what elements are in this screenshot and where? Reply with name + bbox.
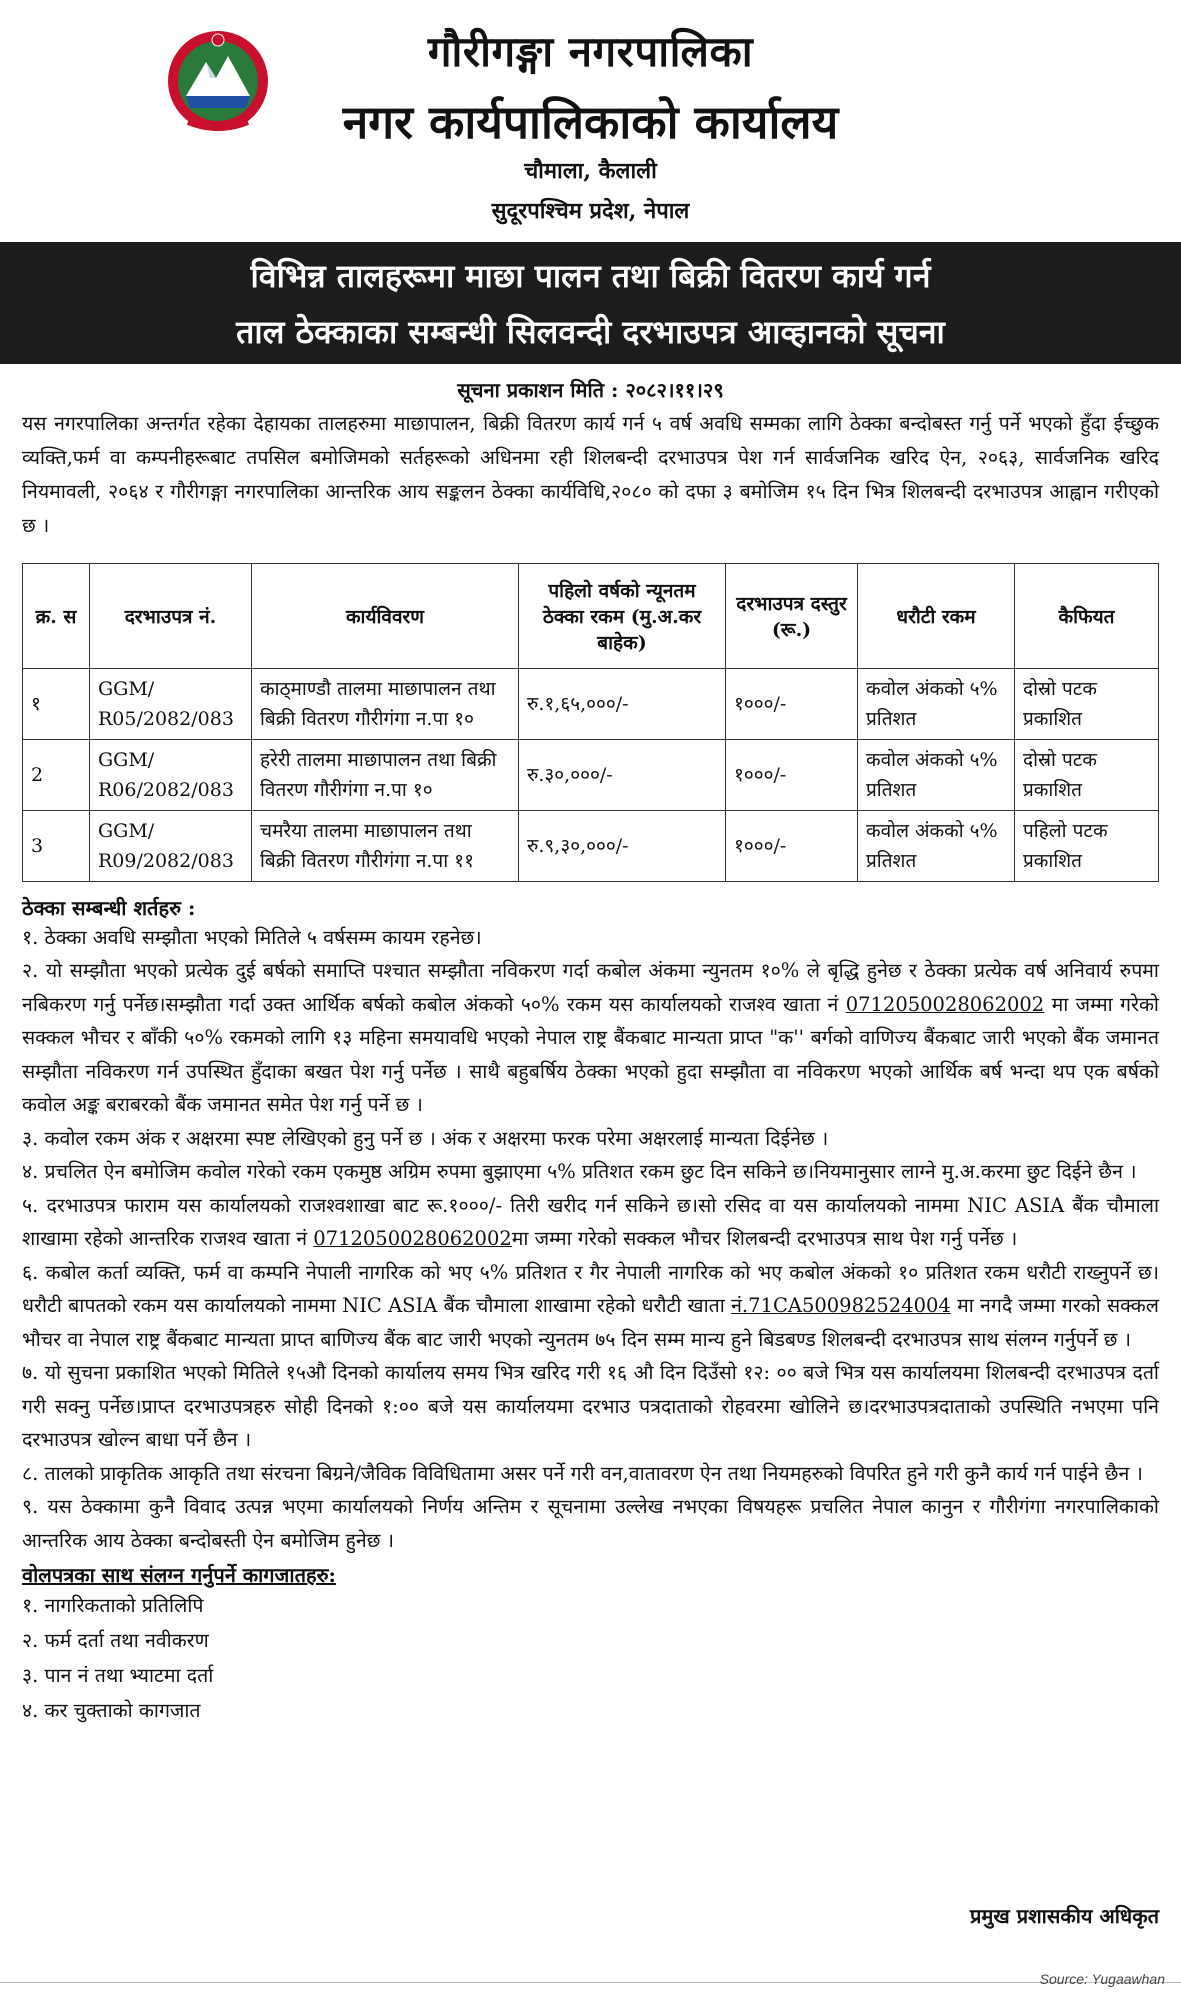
col-deposit: धरौटी रकम <box>858 563 1015 668</box>
cell-min-amount: रु.३०,०००/- <box>519 739 726 810</box>
cell-description: चमरैया तालमा माछापालन तथा बिक्री वितरण गौरीगंगा न.पा ११ <box>252 810 519 881</box>
cell-remarks: दोस्रो पटक प्रकाशित <box>1015 739 1159 810</box>
cell-sn: १ <box>23 668 90 739</box>
source-credit: Source: Yugaawhan <box>1039 1971 1165 1987</box>
col-sn: क्र. स <box>23 563 90 668</box>
cell-min-amount: रु.१,६५,०००/- <box>519 668 726 739</box>
municipality-name: गौरीगङ्गा नगरपालिका <box>427 27 754 76</box>
header <box>22 0 1159 228</box>
attachment-item: ३. पान नं तथा भ्याटमा दर्ता <box>22 1664 214 1687</box>
table-row <box>23 668 1159 739</box>
condition-7: ७. यो सुचना प्रकाशित भएको मितिले १५औ दिनको कार्यालय समय भित्र खरिद गरी १६ औ दिन दिउँसो १२: ०० बजे भित्र यस कार्यालयमा शिलबन्दी दरभाउपत्र दर्ता गरी सक्नु पर्नेछ।प्राप्त दरभाउपत्रहरु सोही दिनको १:०० बजे यस कार्यालयमा दरभाउ पत्रदाताको रोहवरमा खोलिने छ।दरभाउपत्रदाताको उपस्थिति नभएमा पनि दरभाउपत्र खोल्न बाधा पर्ने छैन । <box>22 1361 1159 1451</box>
condition-5-text-b: मा जम्मा गरेको सक्कल भौचर शिलबन्दी दरभाउपत्र साथ पेश गर्नु पर्नेछ । <box>511 1227 1018 1250</box>
condition-3: ३. कवोल रकम अंक र अक्षरमा स्पष्ट लेखिएको हुनु पर्ने छ । अंक र अक्षरमा फरक परेमा अक्षरलाई मान्यता दिईनेछ । <box>22 1126 829 1150</box>
office-name: नगर कार्यपालिकाको कार्यालय <box>342 95 839 149</box>
condition-2-text-a: २. यो सम्झौता भएको प्रत्येक दुई बर्षको समाप्ति पश्चात सम्झौता नविकरण गर्दा कबोल अंकमा न्युनतम १०% ले बृद्धि हुनेछ र ठेक्का प्रत्येक वर्ष अनिवार्य रुपमा नबिकरण गर्नु पर्नेछ।सम्झौता गर्दा उक्त आर्थिक बर्षको कबोल अंकको ५०% रकम यस कार्यालयको राजश्व खाता नं <box>22 959 1159 1016</box>
cell-bid-no: GGM/ R05/2082/083 <box>90 668 252 739</box>
intro-paragraph: यस नगरपालिका अन्तर्गत रहेका देहायका तालहरुमा माछापालन, बिक्री वितरण कार्य गर्न ५ वर्ष अवधि सम्मका लागि ठेक्का बन्दोबस्त गर्नु पर्ने भएको हुँदा ईच्छुक व्यक्ति,फर्म वा कम्पनीहरूबाट तपसिल बमोजिमको सर्तहरूको अधिनमा रही शिलबन्दी दरभाउपत्र पेश गर्न सार्वजनिक खरिद ऐन, २०६३, सार्वजनिक खरिद नियमावली, २०६४ र गौरीगङ्गा नगरपालिका आन्तरिक आय सङ्कलन ठेक्का कार्यविधि,२०८० को दफा ३ बमोजिम १५ दिन भित्र शिलबन्दी दरभाउपत्र आह्वान गरीएको छ । <box>22 412 1159 537</box>
signature-title: प्रमुख प्रशासकीय अधिकृत <box>970 1904 1159 1928</box>
condition-4: ४. प्रचलित ऐन बमोजिम कवोल गरेको रकम एकमुष्ठ अग्रिम रुपमा बुझाएमा ५% प्रतिशत रकम छुट दिन सकिने छ।नियमानुसार लाग्ने मु.अ.करमा छुट दिईने छैन । <box>22 1160 1137 1183</box>
cell-bid-fee: १०००/- <box>726 810 858 881</box>
cell-description: हरेरी तालमा माछापालन तथा बिक्री वितरण गौरीगंगा न.पा १० <box>252 739 519 810</box>
deposit-account-number: नं.71CA500982524004 <box>731 1294 951 1317</box>
cell-deposit: कवोल अंकको ५% प्रतिशत <box>858 668 1015 739</box>
address-line-1: चौमाला, कैलाली <box>524 158 657 184</box>
table-header-row <box>23 563 1159 668</box>
conditions-title: ठेक्का सम्बन्धी शर्तहरु : <box>22 895 196 920</box>
cell-min-amount: रु.९,३०,०००/- <box>519 810 726 881</box>
condition-6 <box>22 1256 1159 1357</box>
cell-deposit: कवोल अंकको ५% प्रतिशत <box>858 810 1015 881</box>
banner-line-2: ताल ठेक्काका सम्बन्धी सिलवन्दी दरभाउपत्र आव्हानको सूचना <box>236 313 945 351</box>
banner-line-1: विभिन्न तालहरूमा माछा पालन तथा बिक्री वितरण कार्य गर्न <box>250 257 931 295</box>
cell-bid-no: GGM/ R06/2082/083 <box>90 739 252 810</box>
cell-remarks: पहिलो पटक प्रकाशित <box>1015 810 1159 881</box>
tender-table <box>22 563 1159 882</box>
cell-deposit: कवोल अंकको ५% प्रतिशत <box>858 739 1015 810</box>
table-row <box>23 739 1159 810</box>
internal-revenue-account-number: 0712050028062002 <box>313 1227 512 1250</box>
col-min-amount: पहिलो वर्षको न्यूनतम ठेक्का रकम (मु.अ.कर बाहेक) <box>519 563 726 668</box>
condition-6-text-b: मा नगदै जम्मा गरको सक्कल भौचर वा नेपाल राष्ट्र बैंकबाट मान्यता प्राप्त बाणिज्य बैंक बाट जारी भएको न्युनतम ७५ दिन सम्म मान्य हुने बिडबण्ड शिलबन्दी दरभाउपत्र साथ संलग्न गर्नुपर्ने छ । <box>22 1294 1159 1351</box>
address-line-2: सुदूरपश्चिम प्रदेश, नेपाल <box>491 198 690 224</box>
col-bid-no: दरभाउपत्र नं. <box>90 563 252 668</box>
attachments-title: वोलपत्रका साथ संलग्न गर्नुपर्ने कागजातहरु: <box>22 1563 336 1587</box>
attachment-item: ४. कर चुक्ताको कागजात <box>22 1699 201 1722</box>
cell-description: काठ्माण्डौ तालमा माछापालन तथा बिक्री वितरण गौरीगंगा न.पा १० <box>252 668 519 739</box>
footer-divider <box>0 1982 1181 1983</box>
condition-2 <box>22 954 1159 1122</box>
cell-remarks: दोस्रो पटक प्रकाशित <box>1015 668 1159 739</box>
cell-sn: 3 <box>23 810 90 881</box>
cell-bid-fee: १०००/- <box>726 668 858 739</box>
col-remarks: कैफियत <box>1015 563 1159 668</box>
col-description: कार्यविवरण <box>252 563 519 668</box>
notice-banner <box>0 242 1181 364</box>
condition-1: १. ठेक्का अवधि सम्झौता भएको मितिले ५ वर्षसम्म कायम रहनेछ। <box>22 925 482 949</box>
condition-6-text-a: ६. कबोल कर्ता व्यक्ति, फर्म वा कम्पनि नेपाली नागरिक को भए ५% प्रतिशत र गैर नेपाली नागरिक को भए कबोल अंकको १० प्रतिशत रकम धरौटी राख्नुपर्ने छ।धरौटी बापतको रकम यस कार्यालयको नाममा NIC ASIA बैंक चौमाला शाखामा रहेको धरौटी खाता <box>22 1260 1159 1317</box>
condition-9: ९. यस ठेक्कामा कुनै विवाद उत्पन्न भएमा कार्यालयको निर्णय अन्तिम र सूचनामा उल्लेख नभएका विषयहरू प्रचलित नेपाल कानुन र गौरीगंगा नगरपालिकाको आन्तरिक आय ठेक्का बन्दोबस्ती ऐन बमोजिम हुनेछ । <box>22 1495 1159 1552</box>
condition-5 <box>22 1189 1159 1256</box>
condition-8: ८. तालको प्राकृतिक आकृति तथा संरचना बिग्रने/जैविक विविधितामा असर पर्ने गरी वन,वातावरण ऐन तथा नियमहरुको विपरित हुने गरी कुनै कार्य गर्न पाईने छैन । <box>22 1461 1143 1485</box>
condition-5-text-a: ५. दरभाउपत्र फाराम यस कार्यालयको राजश्वशाखा बाट रू.१०००/- तिरी खरीद गर्न सकिने छ।सो रसिद वा यस कार्यालयको नाममा NIC ASIA बैंक चौमाला शाखामा रहेको आन्तरिक राजश्व खाता नं <box>22 1193 1159 1250</box>
table-row <box>23 810 1159 881</box>
cell-bid-no: GGM/ R09/2082/083 <box>90 810 252 881</box>
revenue-account-number: 0712050028062002 <box>845 992 1045 1016</box>
cell-bid-fee: १०००/- <box>726 739 858 810</box>
cell-sn: 2 <box>23 739 90 810</box>
col-bid-fee: दरभाउपत्र दस्तुर (रू.) <box>726 563 858 668</box>
condition-2-text-b: मा जम्मा गरेको सक्कल भौचर र बाँकी ५०% रकमको लागि १३ महिना समयावधि भएको नेपाल राष्ट्र बैंकबाट मान्यता प्राप्त "क'' बर्गको वाणिज्य बैंकबाट जारी भएको बैंक जमानत सम्झौता नविकरण गर्न उपस्थित हुँदाका बखत पेश गर्नु पर्नेछ । साथै बहुबर्षिय ठेक्का भएको हुदा सम्झौता वा नविकरण भएको आर्थिक बर्ष भन्दा थप एक बर्षको कवोल अङ्क बराबरको बैंक जमानत समेत पेश गर्नु पर्ने छ । <box>22 992 1159 1116</box>
publication-date: सूचना प्रकाशन मिति : २०८२।११।२९ <box>457 378 724 402</box>
attachment-item: १. नागरिकताको प्रतिलिपि <box>22 1594 204 1617</box>
attachment-item: २. फर्म दर्ता तथा नवीकरण <box>22 1629 209 1652</box>
